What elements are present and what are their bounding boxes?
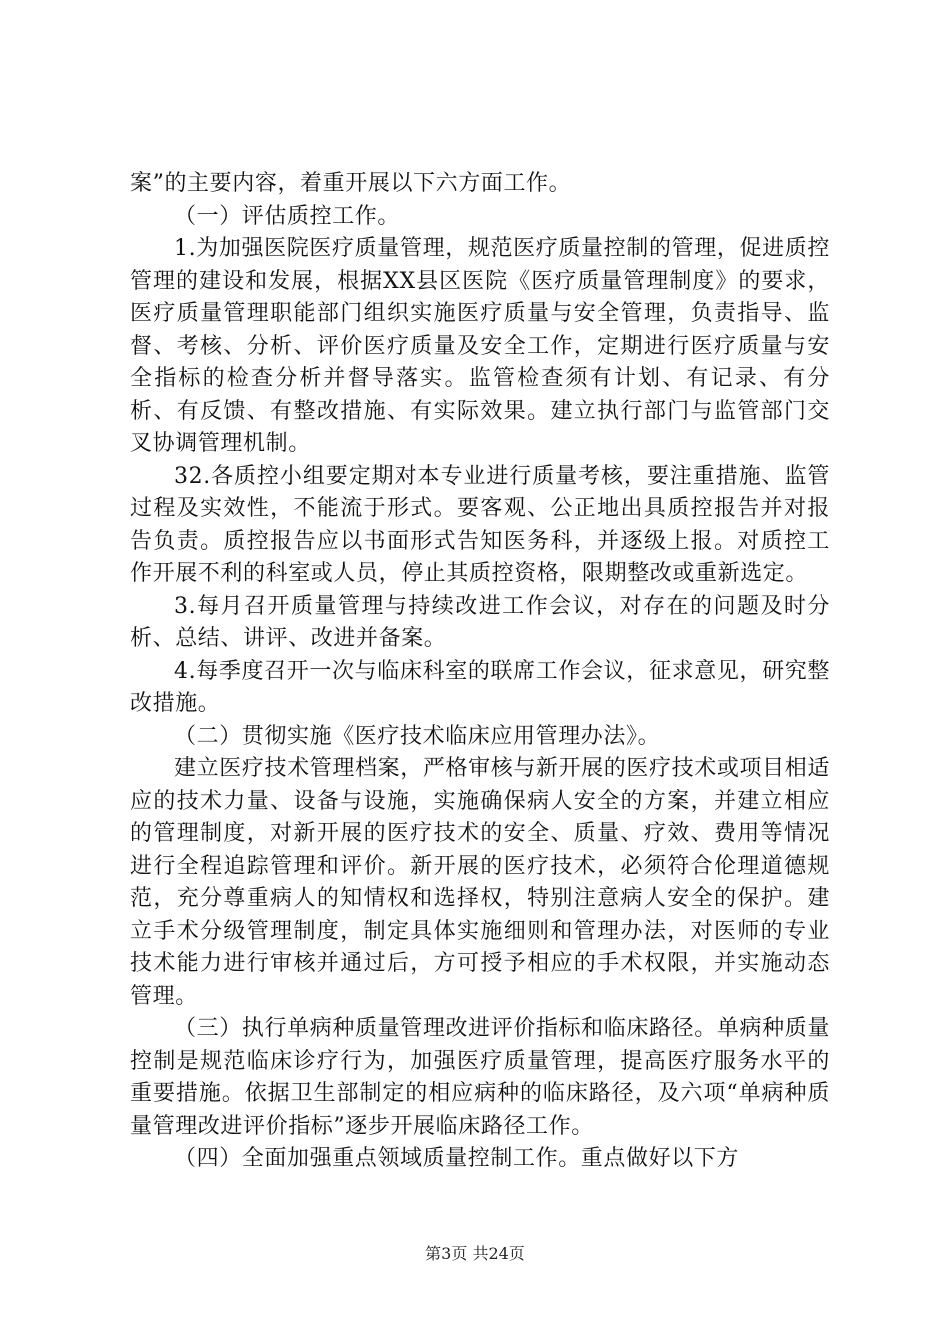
- paragraph-item-4: 4.每季度召开一次与临床科室的联席工作会议，征求意见，研究整改措施。: [130, 658, 830, 716]
- section-heading-3: （三）执行单病种质量管理改进评价指标和临床路径。单病种质量控制是规范临床诊疗行为，加强医疗质量管理，提高医疗服务水平的重要措施。依据卫生部制定的相应病种的临床路径，及六项“单病种质量管理改进评价指标”逐步开展临床路径工作。: [130, 1016, 830, 1139]
- paragraph-technology-management: 建立医疗技术管理档案，严格审核与新开展的医疗技术或项目相适应的技术力量、设备与设施，实施确保病人安全的方案，并建立相应的管理制度，对新开展的医疗技术的安全、质量、疗效、费用等情况进行全程追踪管理和评价。新开展的医疗技术，必须符合伦理道德规范，充分尊重病人的知情权和选择权，特别注意病人安全的保护。建立手术分级管理制度，制定具体实施细则和管理办法，对医师的专业技术能力进行审核并通过后，方可授予相应的手术权限，并实施动态管理。: [130, 756, 830, 1009]
- section-heading-1: （一）评估质控工作。: [174, 203, 401, 229]
- paragraph-item-1: 1.为加强医院医疗质量管理，规范医疗质量控制的管理，促进质控管理的建设和发展，根据XX县区医院《医疗质量管理制度》的要求，医疗质量管理职能部门组织实施医疗质量与安全管理，负责指导、监督、考核、分析、评价医疗质量及安全工作，定期进行医疗质量与安全指标的检查分析并督导落实。监管检查须有计划、有记录、有分析、有反馈、有整改措施、有实际效果。建立执行部门与监管部门交叉协调管理机制。: [130, 236, 830, 456]
- document-body: [130, 168, 830, 1176]
- page-number: 第3页 共24页: [425, 1244, 525, 1263]
- paragraph-item-2: 32.各质控小组要定期对本专业进行质量考核，要注重措施、监管过程及实效性，不能流于形式。要客观、公正地出具质控报告并对报告负责。质控报告应以书面形式告知医务科，并逐级上报。对质控工作开展不利的科室或人员，停止其质控资格，限期整改或重新选定。: [130, 463, 830, 586]
- section-heading-2: （二）贯彻实施《医疗技术临床应用管理办法》。: [174, 723, 661, 749]
- section-heading-4: （四）全面加强重点领域质量控制工作。重点做好以下方: [174, 1146, 740, 1171]
- paragraph-continuation: 案”的主要内容，着重开展以下六方面工作。: [130, 171, 572, 196]
- page-footer: [0, 1241, 950, 1264]
- paragraph-item-3: 3.每月召开质量管理与持续改进工作会议，对存在的问题及时分析、总结、讲评、改进并备案。: [130, 593, 830, 651]
